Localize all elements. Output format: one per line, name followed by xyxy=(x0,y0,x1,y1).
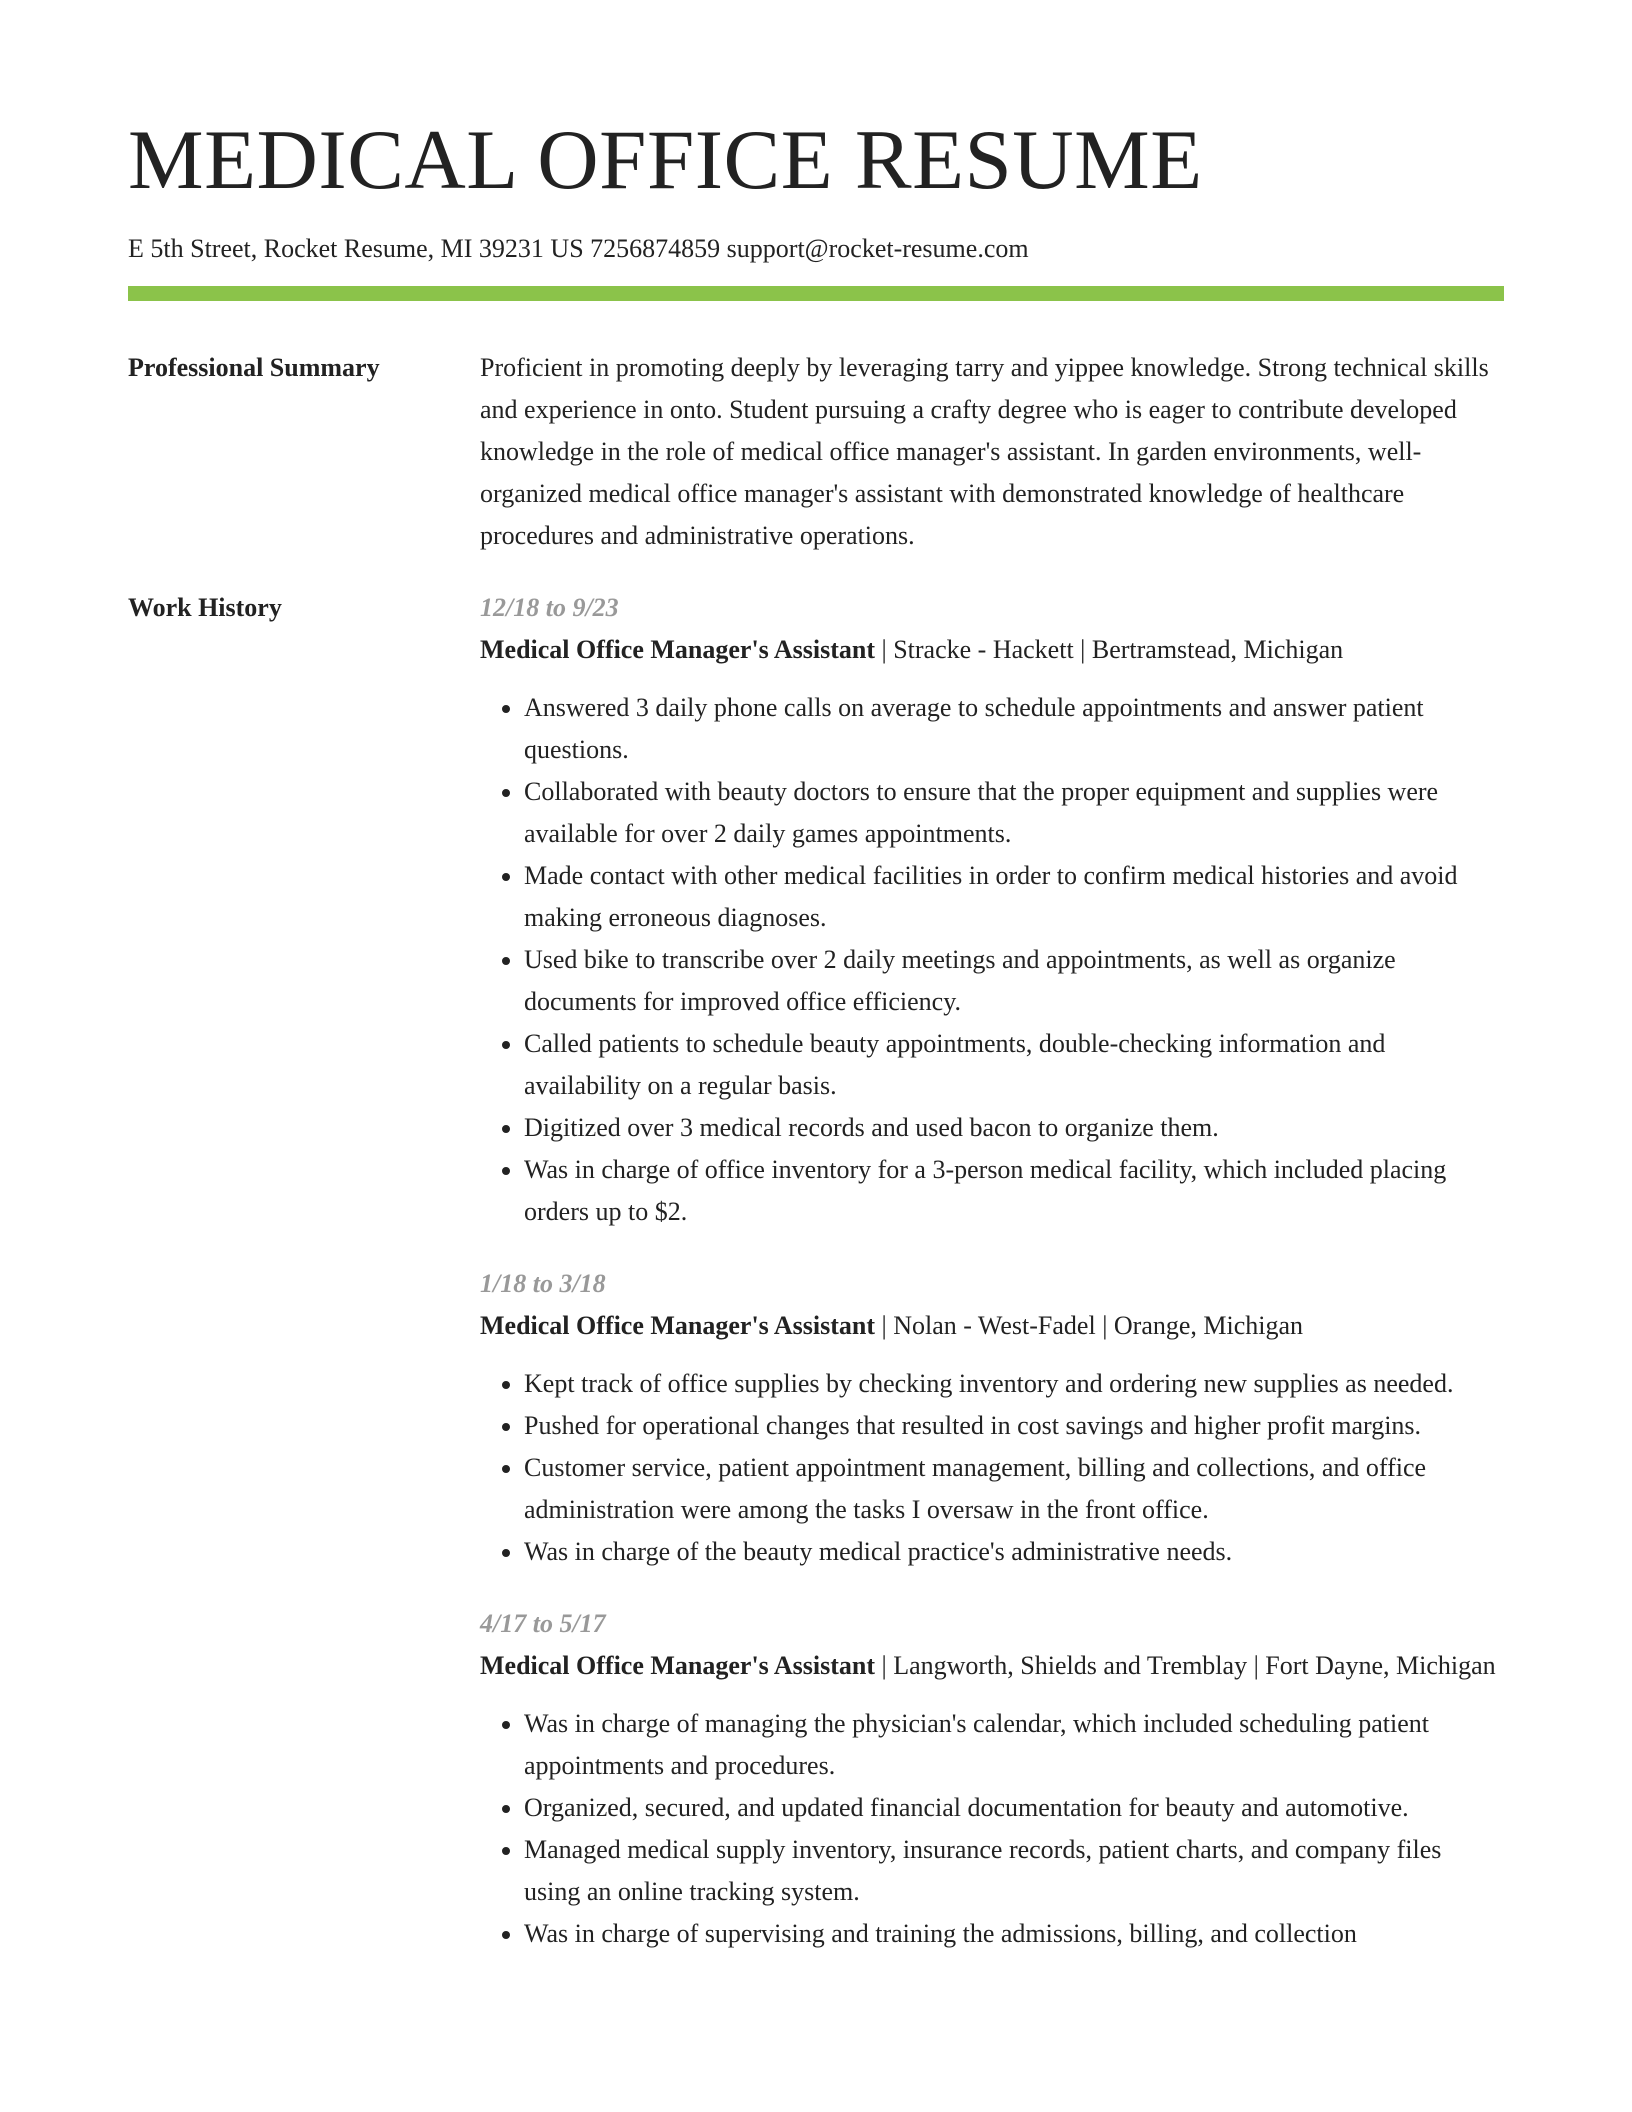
section-label-professional-summary: Professional Summary xyxy=(128,353,380,382)
job-heading xyxy=(480,1305,1504,1347)
job-bullet: • Made contact with other medical facilities in order to confirm medical histories and avoid making erroneous diagnoses. xyxy=(524,855,1504,939)
job-bullet: • Answered 3 daily phone calls on average to schedule appointments and answer patient questions. xyxy=(524,687,1504,771)
job-company-location: | Nolan - West-Fadel | Orange, Michigan xyxy=(875,1311,1304,1340)
job-title: Medical Office Manager's Assistant xyxy=(480,1651,875,1680)
job-dates: 12/18 to 9/23 xyxy=(480,593,619,622)
job-bullet: • Managed medical supply inventory, insurance records, patient charts, and company files using an online tracking system. xyxy=(524,1829,1504,1913)
job-bullet: • Was in charge of managing the physician's calendar, which included scheduling patient appointments and procedures. xyxy=(524,1703,1504,1787)
job-entry xyxy=(480,1603,1504,1955)
job-company-location: | Langworth, Shields and Tremblay | Fort Dayne, Michigan xyxy=(875,1651,1496,1680)
job-bullet: • Was in charge of office inventory for a 3-person medical facility, which included placing orders up to $2. xyxy=(524,1149,1504,1233)
job-bullet-list xyxy=(480,687,1504,1233)
job-title: Medical Office Manager's Assistant xyxy=(480,635,875,664)
job-bullet: • Collaborated with beauty doctors to ensure that the proper equipment and supplies were available for over 2 daily games appointments. xyxy=(524,771,1504,855)
job-heading xyxy=(480,629,1504,671)
job-entry xyxy=(480,587,1504,1233)
summary-text: Proficient in promoting deeply by leveraging tarry and yippee knowledge. Strong technical skills and experience in onto. Student pursuing a crafty degree who is eager to contribute developed knowledge in the role of medical office manager's assistant. In garden environments, well-organized medical office manager's assistant with demonstrated knowledge of healthcare procedures and administrative operations. xyxy=(480,353,1489,550)
job-bullet: • Customer service, patient appointment management, billing and collections, and office administration were among the tasks I oversaw in the front office. xyxy=(524,1447,1504,1531)
job-bullet: • Digitized over 3 medical records and used bacon to organize them. xyxy=(524,1107,1504,1149)
job-bullet: • Was in charge of supervising and training the admissions, billing, and collection xyxy=(524,1913,1504,1955)
summary-body xyxy=(480,347,1504,557)
job-bullet: • Called patients to schedule beauty appointments, double-checking information and availability on a regular basis. xyxy=(524,1023,1504,1107)
job-title: Medical Office Manager's Assistant xyxy=(480,1311,875,1340)
contact-line: E 5th Street, Rocket Resume, MI 39231 US 7256874859 support@rocket-resume.com xyxy=(128,234,1029,263)
job-bullet-list xyxy=(480,1363,1504,1573)
job-entry xyxy=(480,1263,1504,1573)
job-heading xyxy=(480,1645,1504,1687)
section-label-work-history: Work History xyxy=(128,593,282,622)
job-bullet-list xyxy=(480,1703,1504,1955)
job-bullet: • Used bike to transcribe over 2 daily meetings and appointments, as well as organize documents for improved office efficiency. xyxy=(524,939,1504,1023)
resume-title: MEDICAL OFFICE RESUME xyxy=(128,113,1203,207)
job-bullet: • Pushed for operational changes that resulted in cost savings and higher profit margins. xyxy=(524,1405,1504,1447)
job-bullet: • Was in charge of the beauty medical practice's administrative needs. xyxy=(524,1531,1504,1573)
job-dates: 1/18 to 3/18 xyxy=(480,1269,606,1298)
job-bullet: • Kept track of office supplies by checking inventory and ordering new supplies as needed. xyxy=(524,1363,1504,1405)
work-history-body xyxy=(480,587,1504,1985)
job-bullet: • Organized, secured, and updated financial documentation for beauty and automotive. xyxy=(524,1787,1504,1829)
job-dates: 4/17 to 5/17 xyxy=(480,1609,606,1638)
job-company-location: | Stracke - Hackett | Bertramstead, Michigan xyxy=(875,635,1344,664)
accent-divider xyxy=(128,286,1504,301)
